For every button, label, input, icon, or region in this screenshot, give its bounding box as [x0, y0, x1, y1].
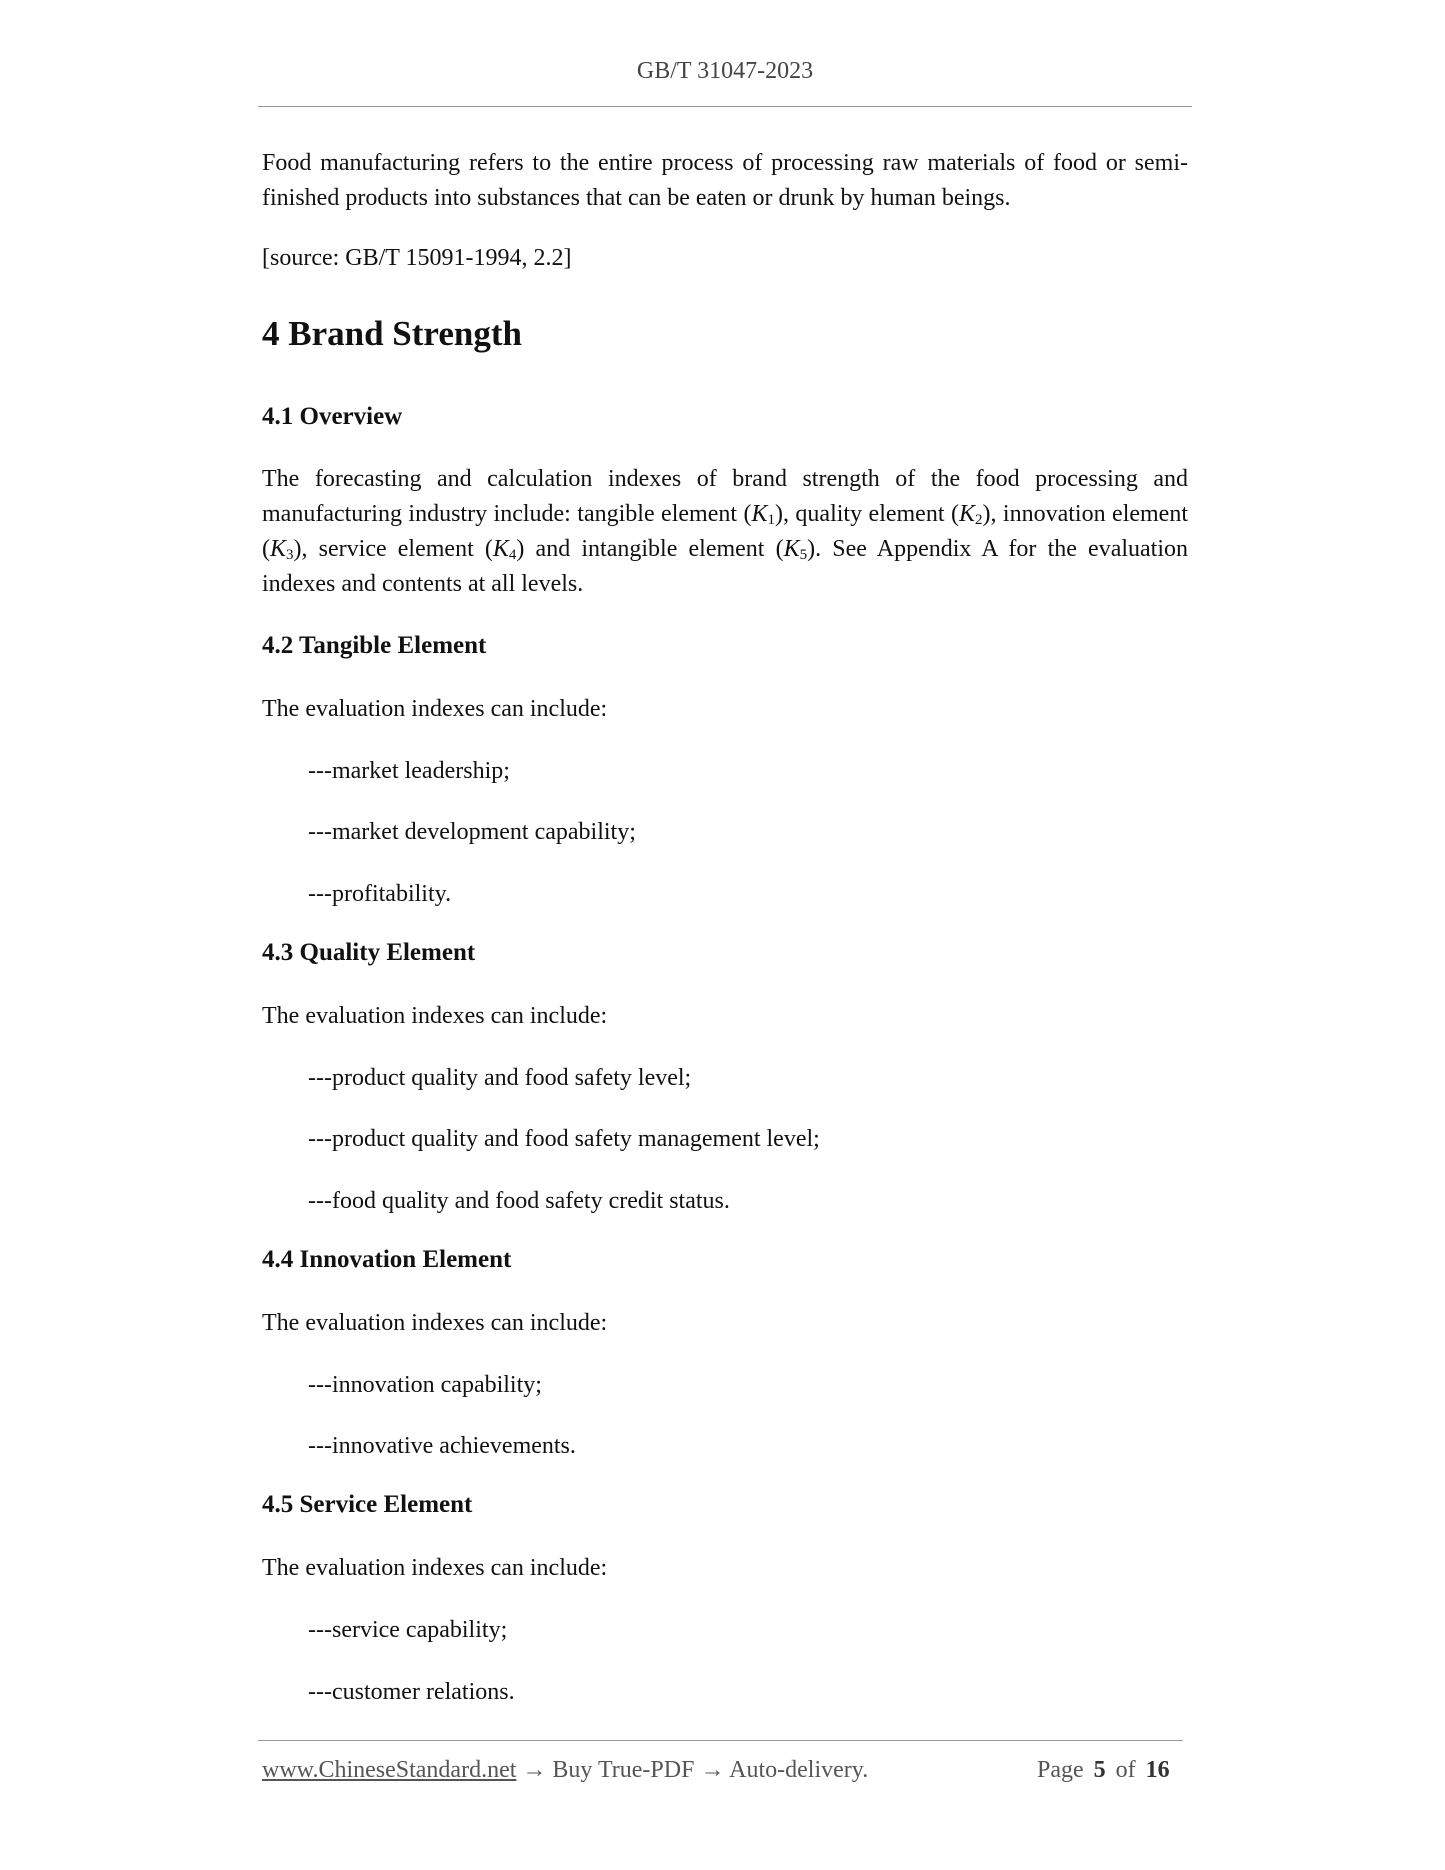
overview-line-3: $(K_3)$, service element $(K_4)$ and intangible element $(K_5)$. See Appendix A for the evaluation: [262, 536, 1189, 563]
list-item: ---product quality and food safety management level;: [308, 1126, 820, 1152]
list-item: ---market leadership;: [308, 758, 510, 784]
section-4-2-intro: The evaluation indexes can include:: [262, 696, 608, 722]
arrow-icon: →: [522, 1757, 547, 1783]
list-item: ---profitability.: [308, 881, 452, 907]
list-item: ---innovation capability;: [308, 1372, 542, 1398]
section-4-5-intro: The evaluation indexes can include:: [262, 1555, 608, 1581]
list-item: ---market development capability;: [308, 819, 636, 845]
k-variable: K: [751, 501, 768, 527]
list-item: ---service capability;: [308, 1617, 508, 1643]
current-page: 5: [1093, 1757, 1106, 1783]
list-item: ---innovative achievements.: [308, 1433, 576, 1459]
list-item: ---customer relations.: [308, 1679, 515, 1705]
section-4-1-heading: 4.1 Overview: [262, 403, 403, 430]
footer-promo: [262, 1757, 868, 1784]
section-4-3-heading: 4.3 Quality Element: [262, 939, 476, 966]
section-4-5-heading: 4.5 Service Element: [262, 1491, 473, 1518]
page-number: Page 5 of 16: [1037, 1757, 1170, 1783]
section-4-heading: 4 Brand Strength: [262, 314, 522, 353]
website-link[interactable]: www.ChineseStandard.net: [262, 1757, 517, 1783]
footer-divider: [258, 1740, 1183, 1741]
source-reference: [source: GB/T 15091-1994, 2.2]: [262, 245, 572, 271]
section-4-4-intro: The evaluation indexes can include:: [262, 1310, 608, 1336]
definition-paragraph: Food manufacturing refers to the entire process of processing raw materials of food or semi-finished products into substances that can be eaten or drunk by human beings.: [262, 150, 1188, 211]
list-item: ---product quality and food safety level;: [308, 1065, 692, 1091]
k-variable: K: [958, 501, 975, 527]
delivery-text: Auto-delivery.: [729, 1757, 869, 1783]
buy-text: Buy True-PDF: [552, 1757, 695, 1783]
overview-line-1: The forecasting and calculation indexes of brand strength of the food processing and: [262, 466, 1188, 492]
total-pages: 16: [1145, 1757, 1170, 1783]
section-4-3-intro: The evaluation indexes can include:: [262, 1003, 608, 1029]
list-item: ---food quality and food safety credit status.: [308, 1188, 730, 1214]
k-variable: K: [492, 536, 509, 562]
k-variable: K: [270, 536, 287, 562]
running-header: GB/T 31047-2023: [636, 58, 814, 84]
header-divider: [258, 106, 1192, 107]
arrow-icon: →: [700, 1757, 725, 1783]
k-variable: K: [783, 536, 800, 562]
overview-line-2: manufacturing industry include: tangible element $(K_1)$, quality element $(K_2)$, innovation element: [262, 501, 1189, 528]
section-4-2-heading: 4.2 Tangible Element: [262, 632, 487, 659]
overview-line-4: indexes and contents at all levels.: [262, 571, 584, 597]
section-4-4-heading: 4.4 Innovation Element: [262, 1246, 512, 1273]
